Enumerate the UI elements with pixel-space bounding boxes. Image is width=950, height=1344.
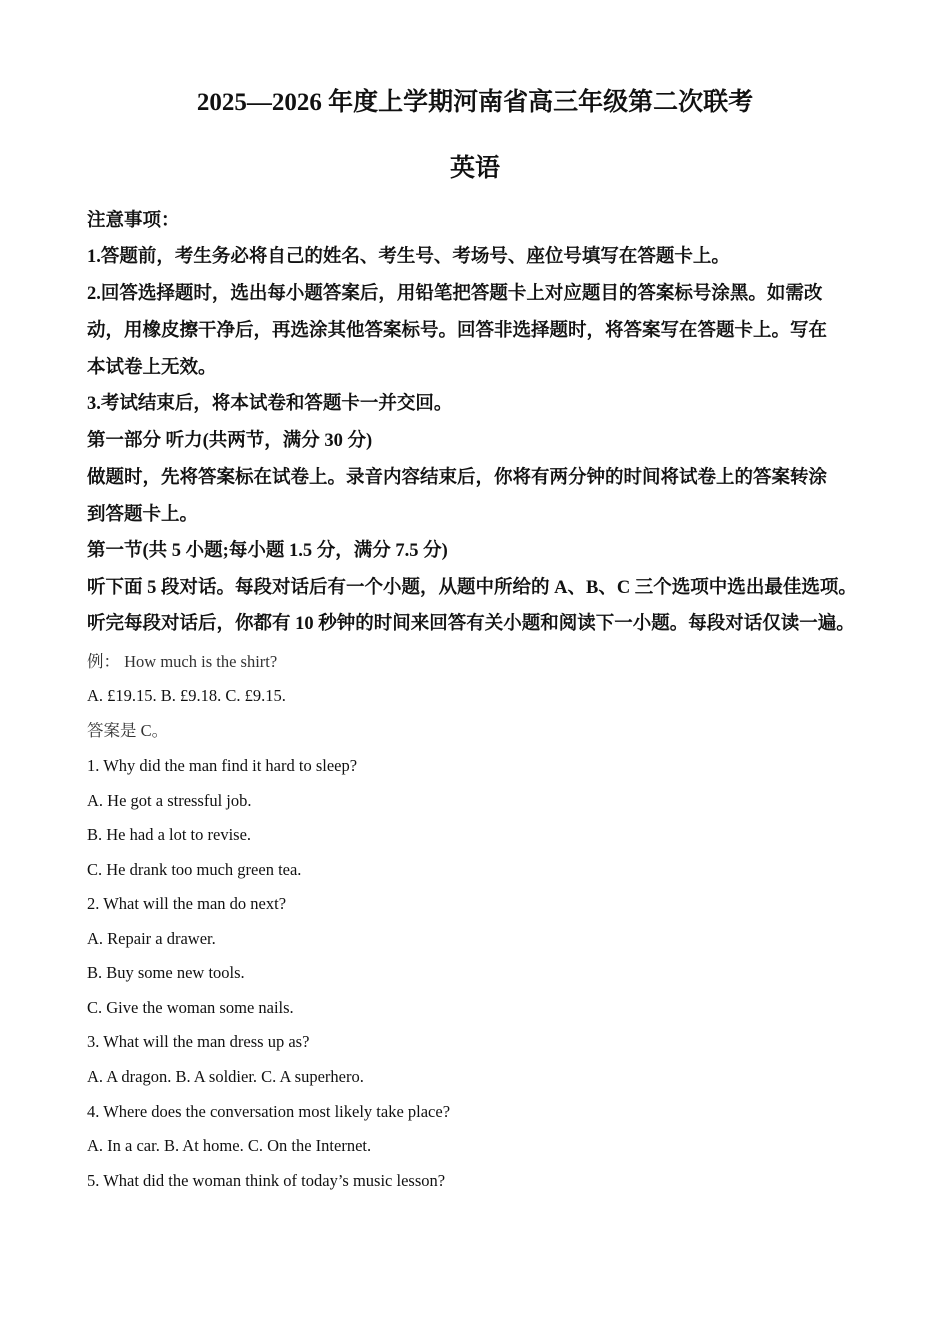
question-2-option-a: A. Repair a drawer. [87,929,216,948]
question-5: 5. What did the woman think of today’s music lesson? [87,1171,446,1190]
section1-instruction-line-1: 听下面 5 段对话。每段对话后有一个小题，从题中所给的 A、B、C 三个选项中选出最佳选项。 [87,578,857,598]
question-1: 1. Why did the man find it hard to sleep? [87,756,358,775]
part1-instruction-line-2: 到答题卡上。 [87,505,199,525]
notice-item-2-line-1: 2.回答选择题时，选出每小题答案后，用铅笔把答题卡上对应题目的答案标号涂黑。如需改 [87,284,823,304]
notice-item-2-line-2: 动，用橡皮擦干净后，再选涂其他答案标号。回答非选择题时，将答案写在答题卡上。写在 [87,321,828,341]
section1-instruction-line-2: 听完每段对话后，你都有 10 秒钟的时间来回答有关小题和阅读下一小题。每段对话仅读一遍。 [87,614,855,634]
example-question: 例： How much is the shirt? [87,652,278,671]
question-1-option-c: C. He drank too much green tea. [87,860,302,879]
question-1-option-b: B. He had a lot to revise. [87,825,252,844]
section1-heading: 第一节(共 5 小题;每小题 1.5 分，满分 7.5 分) [87,541,448,561]
question-3: 3. What will the man dress up as? [87,1032,310,1051]
notice-item-2-line-3: 本试卷上无效。 [87,358,217,378]
notice-item-1: 1.答题前，考生务必将自己的姓名、考生号、考场号、座位号填写在答题卡上。 [87,247,730,267]
question-1-option-a: A. He got a stressful job. [87,791,252,810]
part1-instruction-line-1: 做题时，先将答案标在试卷上。录音内容结束后，你将有两分钟的时间将试卷上的答案转涂 [87,468,828,488]
question-3-options: A. A dragon. B. A soldier. C. A superhero. [87,1067,364,1086]
question-4-options: A. In a car. B. At home. C. On the Internet. [87,1136,372,1155]
question-4: 4. Where does the conversation most likely take place? [87,1102,451,1121]
example-answer: 答案是 C。 [87,721,169,740]
part1-heading: 第一部分 听力(共两节，满分 30 分) [87,431,373,451]
notice-item-3: 3.考试结束后，将本试卷和答题卡一并交回。 [87,394,453,414]
exam-title: 2025—2026 年度上学期河南省高三年级第二次联考 [196,89,754,116]
question-2-option-b: B. Buy some new tools. [87,963,245,982]
question-2: 2. What will the man do next? [87,894,287,913]
example-options: A. £19.15. B. £9.18. C. £9.15. [87,686,286,705]
notice-heading: 注意事项： [87,211,180,231]
question-2-option-c: C. Give the woman some nails. [87,998,294,1017]
exam-subject: 英语 [449,155,500,182]
